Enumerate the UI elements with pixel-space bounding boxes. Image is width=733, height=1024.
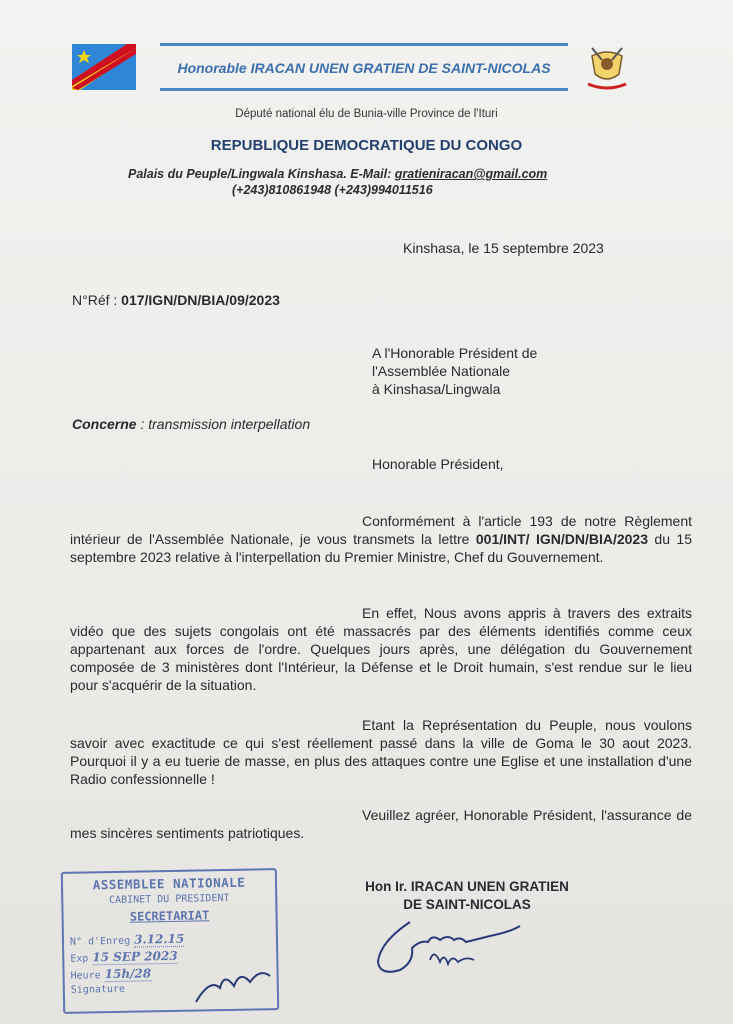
phone-numbers: (+243)810861948 (+243)994011516	[232, 183, 433, 197]
recipient-block	[372, 344, 537, 398]
stamp-enreg-value: 3.12.15	[134, 931, 185, 947]
signatory-line: Hon Ir. IRACAN UNEN GRATIEN	[365, 879, 569, 894]
closing-paragraph: Veuillez agréer, Honorable Président, l'assurance de mes sincères sentiments patriotiques.	[70, 807, 692, 841]
header-name: Honorable IRACAN UNEN GRATIEN DE SAINT-NICOLAS	[177, 60, 551, 76]
stamp-enreg-label: N° d'Enreg	[69, 935, 131, 948]
signatory-name	[338, 878, 596, 914]
stamp-heure-label: Heure	[70, 970, 101, 982]
stamp-enreg-row	[70, 930, 270, 947]
stamp-title: ASSEMBLEE NATIONALE	[92, 874, 246, 893]
subject-line	[72, 416, 310, 432]
address-text: Palais du Peuple/Lingwala Kinshasa. E-Mail:	[128, 167, 395, 181]
reference-line	[72, 292, 280, 308]
stamp-handwritten-initials	[190, 958, 280, 1008]
body-paragraph-2: En effet, Nous avons appris à travers des extraits vidéo que des sujets congolais ont été massacrés par des éléments identifiés comme ceux appartenant aux forces de l'ordre. Quelques jours après, une délégation du Gouvernement composée de 3 ministères dont l'Intérieur, la Défense et le Droit humain, s'est rendue sur le lieu pour s'acquérir de la situation.	[70, 605, 692, 693]
header-rule-bottom	[160, 88, 568, 91]
reference-label: N°Réf :	[72, 292, 122, 308]
salutation: Honorable Président,	[372, 456, 504, 472]
stamp-secretariat: SECRETARIAT	[129, 908, 210, 924]
reference-number: 017/IGN/DN/BIA/09/2023	[121, 292, 280, 308]
handwritten-signature	[370, 912, 530, 982]
stamp-cabinet: CABINET DU PRESIDENT	[108, 892, 230, 907]
email-link[interactable]: gratieniracan@gmail.com	[394, 167, 548, 181]
recipient-line: à Kinshasa/Lingwala	[372, 381, 501, 397]
recipient-line: l'Assemblée Nationale	[372, 363, 511, 379]
stamp-exp-label: Exp	[70, 953, 89, 965]
subject-label: Concerne	[72, 416, 137, 432]
letter-date: Kinshasa, le 15 septembre 2023	[403, 240, 604, 256]
recipient-line: A l'Honorable Président de	[372, 345, 538, 361]
contact-block	[128, 166, 547, 198]
deputy-subtitle: Député national élu de Bunia-ville Province de l'Ituri	[235, 108, 498, 120]
header-rule-top	[160, 43, 568, 46]
subject-text: : transmission interpellation	[136, 416, 311, 432]
stamp-heure-value: 15h/28	[104, 966, 152, 982]
letter-reference: 001/INT/ IGN/DN/BIA/2023	[475, 531, 649, 547]
republic-title: REPUBLIQUE DEMOCRATIQUE DU CONGO	[210, 137, 523, 154]
body-paragraph-1	[70, 512, 692, 566]
drc-flag-icon	[72, 44, 136, 90]
signatory-line: DE SAINT-NICOLAS	[403, 897, 531, 912]
paragraph-text: Conformément à l'article 193 de notre Règlement intérieur de l'Assemblée Nationale, je vous transmets la lettre	[70, 513, 692, 547]
stamp-exp-value: 15 SEP 2023	[92, 948, 178, 965]
coat-of-arms-icon	[582, 44, 632, 94]
body-paragraph-3: Etant la Représentation du Peuple, nous voulons savoir avec exactitude ce qui s'est réellement passé dans la ville de Goma le 30 aout 2023. Pourquoi il y a eu tuerie de masse, en plus des attaques contre une Eglise et une installation d'une Radio confessionnelle !	[70, 717, 692, 787]
paragraph-text: du 15 septembre 2023 relative à l'interpellation du Premier Ministre, Chef du Gouvernement.	[70, 531, 692, 565]
stamp-signature-label: Signature	[70, 983, 126, 996]
